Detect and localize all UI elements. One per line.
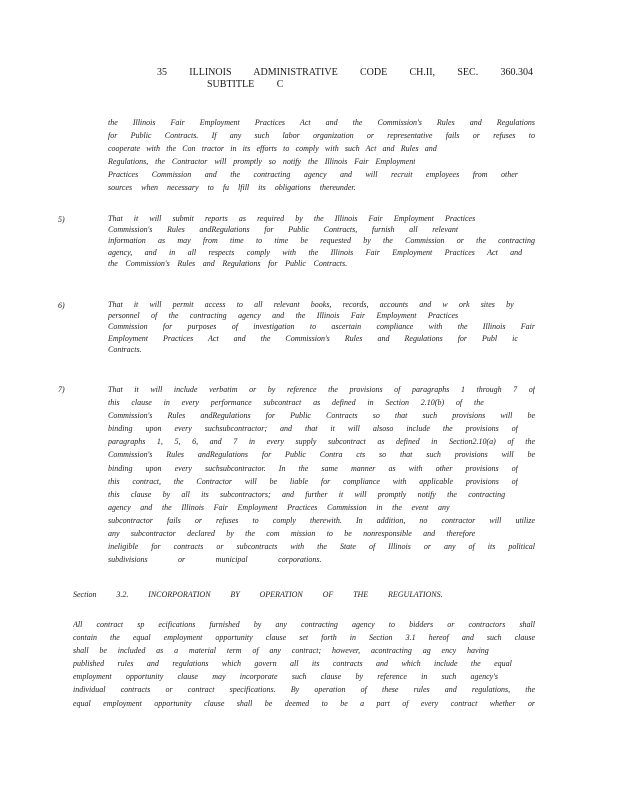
- text-line: subcontractor fails or refuses to comply therewith. In addition, no contractor will utilize: [108, 515, 535, 525]
- paragraph-intro-continuation: [108, 116, 535, 195]
- text-line: cooperate with the Con tractor in its efforts to comply with such Act and Rules and: [108, 144, 437, 154]
- text-line: information as may from time to time be requested by the Commission or the contracting: [108, 236, 535, 246]
- text-line: Commission's Rules andRegulations for Public Contracts so that such provisions will be: [108, 411, 535, 421]
- text-line: Practices Commission and the contracting agency and will recruit employees from other: [108, 170, 518, 180]
- text-line: Regulations, the Contractor will promptly so notify the Illinois Fair Employment: [108, 157, 416, 167]
- text-line: Commission's Rules andRegulations for Public Contra cts so that such provisions will be: [108, 450, 535, 460]
- text-line: this contract, the Contractor will be liable for compliance with applicable provisions of: [108, 476, 518, 486]
- section-3-2-heading: [73, 588, 535, 601]
- text-line: paragraphs 1, 5, 6, and 7 in every supply subcontract as defined in Section2.10(a) of the: [108, 437, 535, 447]
- text-line: individual contracts or contract specifications. By operation of these rules and regulations, the: [73, 685, 535, 695]
- text-line: Employment Practices Act and the Commission's Rules and Regulations for Publ ic: [108, 333, 518, 343]
- text-line: All contract sp ecifications furnished by any contracting agency to bidders or contractors shall: [73, 620, 535, 629]
- text-line: the Illinois Fair Employment Practices Act and the Commission's Rules and Regulations: [108, 118, 535, 127]
- text-line: agency and the Illinois Fair Employment Practices Commission in the event any: [108, 502, 450, 512]
- item-5-number: 5): [58, 215, 65, 224]
- text-line: ineligible for contracts or subcontracts with the State of Illinois or any of its political: [108, 542, 535, 552]
- text-line: any subcontractor declared by the com mission to be nonresponsible and therefore: [108, 529, 476, 539]
- text-line: published rules and regulations which govern all its contracts and which include the equal: [73, 659, 512, 669]
- text-line: this clause in every performance subcontract as defined in Section 2.10(b) of the: [108, 398, 484, 408]
- item-7-body: [108, 383, 535, 566]
- text-line: for Public Contracts. If any such labor organization or representative fails or refuses to: [108, 131, 535, 141]
- text-line: That it will permit access to all relevant books, records, accounts and w ork sites by: [108, 300, 514, 309]
- text-line: binding upon every suchsubcontractor; and that it will alsoso include the provisions of: [108, 424, 518, 434]
- text-line: equal employment opportunity clause shall be deemed to be a part of every contract whether or: [73, 698, 535, 708]
- text-line: personnel of the contracting agency and the Illinois Fair Employment Practices: [108, 311, 459, 321]
- text-line: the Commission's Rules and Regulations for Public Contracts.: [108, 258, 348, 268]
- text-line: Contracts.: [108, 344, 142, 354]
- item-7-number: 7): [58, 385, 65, 394]
- item-6-number: 6): [58, 301, 65, 310]
- text-line: agency, and in all respects comply with the Illinois Fair Employment Practices Act and: [108, 247, 523, 257]
- text-line: contain the equal employment opportunity clause set forth in Section 3.1 hereof and such clause: [73, 633, 535, 643]
- text-line: Section 3.2. INCORPORATION BY OPERATION OF THE REGULATIONS.: [73, 590, 443, 599]
- page-header-line-1: 35 ILLINOIS ADMINISTRATIVE CODE CH.II, SEC. 360.304: [157, 67, 533, 78]
- item-5-body: [108, 213, 535, 269]
- text-line: That it will include verbatim or by reference the provisions of paragraphs 1 through 7 of: [108, 385, 535, 394]
- text-line: shall be included as a material term of any contract; however, acontracting ag ency having: [73, 646, 489, 656]
- text-line: this clause by all its subcontractors; and further it will promptly notify the contracting: [108, 489, 506, 499]
- page-header-line-2: SUBTITLE C: [207, 79, 284, 90]
- text-line: Commission's Rules andRegulations for Public Contracts, furnish all relevant: [108, 225, 459, 235]
- paragraph-closing: [73, 618, 535, 710]
- text-line: sources when necessary to fu lfill its obligations thereunder.: [108, 183, 356, 193]
- text-line: That it will submit reports as required by the Illinois Fair Employment Practices: [108, 214, 476, 223]
- text-line: Commission for purposes of investigation to ascertain compliance with the Illinois Fair: [108, 322, 535, 332]
- text-line: employment opportunity clause may incorporate such clause by reference in such agency's: [73, 672, 499, 682]
- text-line: binding upon every suchsubcontractor. In the same manner as with other provisions of: [108, 463, 518, 473]
- text-line: subdivisions or municipal corporations.: [108, 555, 322, 565]
- item-6-body: [108, 299, 535, 355]
